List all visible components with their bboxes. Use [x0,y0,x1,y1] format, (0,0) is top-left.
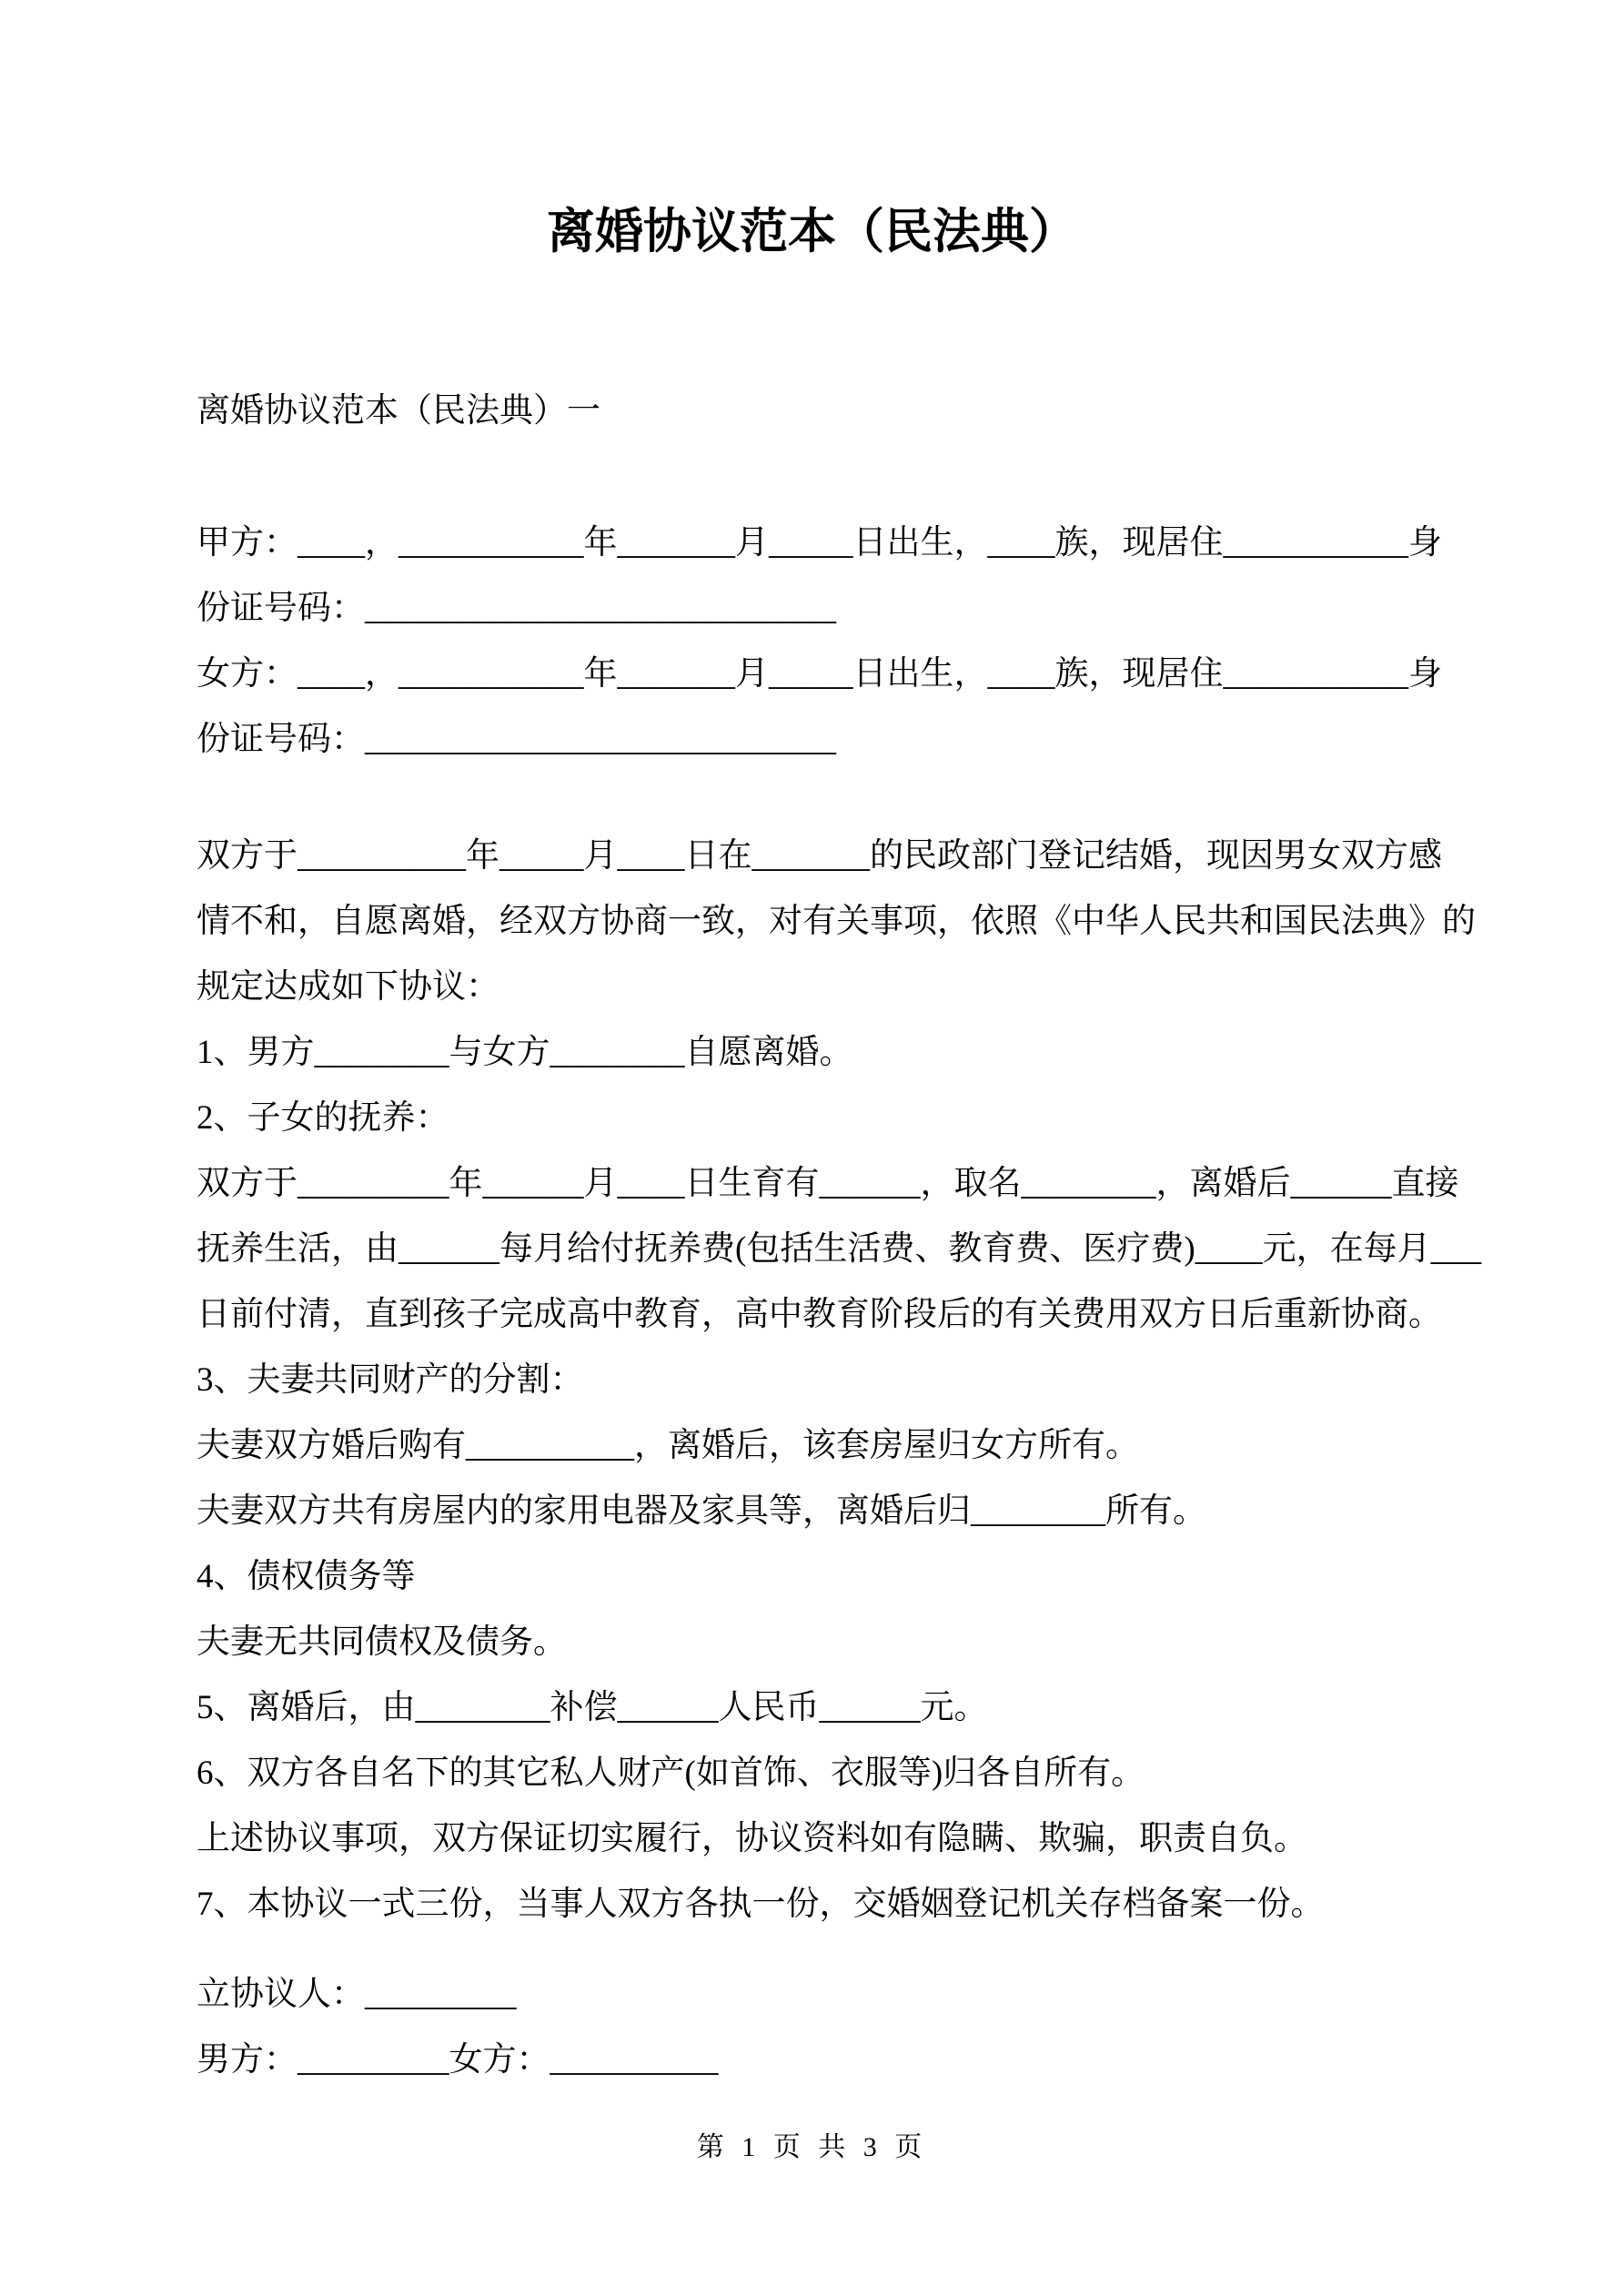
party-b-line-2: 份证号码：____________________________ [197,721,836,758]
clause-1: 1、男方________与女方________自愿离婚。 [197,1034,853,1071]
clause-4-line-1: 夫妻无共同债权及债务。 [197,1623,567,1661]
clause-2-line-3: 日前付清，直到孩子完成高中教育，高中教育阶段后的有关费用双方日后重新协商。 [197,1296,1442,1333]
party-a-line-1: 甲方：____，___________年_______月_____日出生，____族，现居住___________身 [197,524,1442,561]
clause-7: 7、本协议一式三份，当事人双方各执一份，交婚姻登记机关存档备案一份。 [197,1886,1325,1923]
clause-2-heading: 2、子女的抚养： [197,1099,449,1137]
clause-2-line-1: 双方于_________年______月____日生育有______，取名________，离婚后______直接 [197,1165,1459,1202]
clause-3-heading: 3、夫妻共同财产的分割： [197,1361,584,1399]
clause-2-line-2: 抚养生活，由______每月给付抚养费(包括生活费、教育费、医疗费)____元，在每月___ [197,1230,1482,1268]
preamble-line-2: 情不和，自愿离婚，经双方协商一致，对有关事项，依照《中华人民共和国民法典》的 [197,903,1476,940]
preamble-line-1: 双方于__________年_____月____日在_______的民政部门登记结婚，现因男女双方感 [197,837,1442,875]
clause-6: 6、双方各自名下的其它私人财产(如首饰、衣服等)归各自所有。 [197,1755,1145,1792]
page-number: 第 1 页 共 3 页 [696,2132,928,2162]
party-a-line-2: 份证号码：____________________________ [197,590,836,627]
party-b-line-1: 女方：____，___________年_______月_____日出生，____族，现居住___________身 [197,655,1442,693]
clause-3-line-2: 夫妻双方共有房屋内的家用电器及家具等，离婚后归________所有。 [197,1492,1206,1530]
signature-maker-line: 立协议人：_________ [197,1976,517,2013]
spacer [197,268,1427,379]
spacer [197,773,1427,824]
pledge-line: 上述协议事项，双方保证切实履行，协议资料如有隐瞒、欺骗，职责自负。 [197,1820,1307,1857]
document-content [197,0,1482,2093]
doc-subtitle: 离婚协议范本（民法典）一 [197,392,600,430]
clause-4-heading: 4、债权债务等 [197,1558,416,1595]
spacer [197,444,1427,511]
spacer [197,1937,1427,1962]
doc-title: 离婚协议范本（民法典） [547,206,1077,258]
clause-3-line-1: 夫妻双方婚后购有__________，离婚后，该套房屋归女方所有。 [197,1427,1139,1464]
preamble-line-3: 规定达成如下协议： [197,968,499,1006]
clause-5: 5、离婚后，由________补偿______人民币______元。 [197,1689,988,1726]
signature-parties-line: 男方：_________女方：__________ [197,2041,719,2079]
